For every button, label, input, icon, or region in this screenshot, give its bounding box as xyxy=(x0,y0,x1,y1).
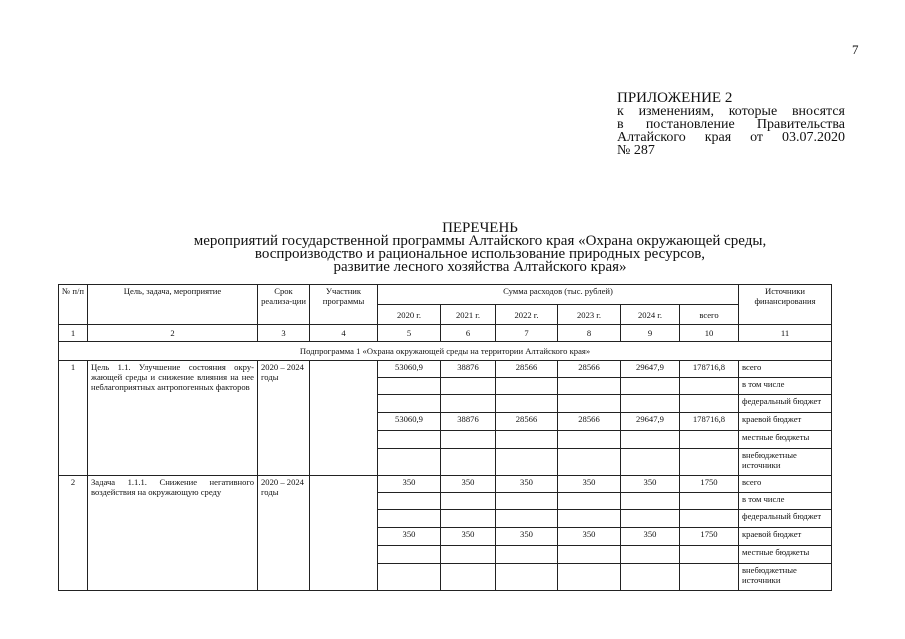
amount-cell: 350 xyxy=(621,476,680,493)
amount-cell: 350 xyxy=(496,476,558,493)
amount-cell xyxy=(441,378,496,395)
heading-line-2: воспроизводство и рациональное использование природных ресурсов, xyxy=(254,246,706,262)
amount-cell: 28566 xyxy=(558,413,621,431)
header-year: всего xyxy=(680,305,739,325)
amount-cell xyxy=(558,431,621,449)
table-row xyxy=(59,361,832,378)
amount-cell: 1750 xyxy=(680,476,739,493)
header-goal: Цель, задача, мероприятие xyxy=(88,285,258,325)
amount-cell xyxy=(378,493,441,510)
appendix-line-4: № 287 xyxy=(617,143,655,158)
amount-cell: 350 xyxy=(558,528,621,546)
amount-cell: 53060,9 xyxy=(378,361,441,378)
amount-cell: 178716,8 xyxy=(680,413,739,431)
funding-source: местные бюджеты xyxy=(739,546,832,564)
amount-cell xyxy=(441,546,496,564)
funding-source: в том числе xyxy=(739,378,832,395)
measures-table xyxy=(58,284,832,591)
column-number: 2 xyxy=(88,325,258,342)
amount-cell xyxy=(558,493,621,510)
heading-line-3: развитие лесного хозяйства Алтайского края» xyxy=(333,259,627,275)
funding-source: внебюджетные источники xyxy=(739,449,832,476)
amount-cell xyxy=(680,564,739,591)
heading-title: ПЕРЕЧЕНЬ xyxy=(442,220,518,236)
amount-cell xyxy=(378,431,441,449)
funding-source: федеральный бюджет xyxy=(739,510,832,528)
amount-cell: 28566 xyxy=(558,361,621,378)
amount-cell xyxy=(680,510,739,528)
column-number: 11 xyxy=(739,325,832,342)
amount-cell xyxy=(496,564,558,591)
funding-source: всего xyxy=(739,361,832,378)
amount-cell xyxy=(496,510,558,528)
amount-cell xyxy=(558,378,621,395)
measure-participant xyxy=(310,476,378,591)
header-year: 2024 г. xyxy=(621,305,680,325)
amount-cell xyxy=(496,449,558,476)
amount-cell xyxy=(496,546,558,564)
header-participant: Участник программы xyxy=(310,285,378,325)
amount-cell xyxy=(378,564,441,591)
amount-cell xyxy=(441,395,496,413)
appendix-line-1: к изменениям, которые вносятся xyxy=(617,104,845,119)
amount-cell xyxy=(680,378,739,395)
amount-cell xyxy=(680,493,739,510)
amount-cell: 350 xyxy=(558,476,621,493)
header-term: Срок реализа-ции xyxy=(258,285,310,325)
measure-term: 2020 – 2024 годы xyxy=(258,476,310,591)
row-number: 2 xyxy=(59,476,88,591)
amount-cell xyxy=(496,431,558,449)
funding-source: внебюджетные источники xyxy=(739,564,832,591)
amount-cell: 178716,8 xyxy=(680,361,739,378)
amount-cell: 28566 xyxy=(496,361,558,378)
column-number: 10 xyxy=(680,325,739,342)
amount-cell xyxy=(441,431,496,449)
column-number: 5 xyxy=(378,325,441,342)
amount-cell xyxy=(378,510,441,528)
amount-cell xyxy=(441,510,496,528)
amount-cell xyxy=(680,546,739,564)
amount-cell: 350 xyxy=(621,528,680,546)
header-num: № п/п xyxy=(59,285,88,325)
column-number: 4 xyxy=(310,325,378,342)
funding-source: федеральный бюджет xyxy=(739,395,832,413)
column-number: 3 xyxy=(258,325,310,342)
header-sources: Источники финансирования xyxy=(739,285,832,325)
funding-source: краевой бюджет xyxy=(739,528,832,546)
amount-cell: 350 xyxy=(378,528,441,546)
amount-cell xyxy=(558,510,621,528)
measure-participant xyxy=(310,361,378,476)
appendix-block xyxy=(617,92,845,157)
amount-cell xyxy=(621,510,680,528)
amount-cell xyxy=(441,564,496,591)
amount-cell xyxy=(378,449,441,476)
header-year: 2023 г. xyxy=(558,305,621,325)
measure-term: 2020 – 2024 годы xyxy=(258,361,310,476)
amount-cell: 350 xyxy=(441,476,496,493)
header-year: 2022 г. xyxy=(496,305,558,325)
amount-cell xyxy=(558,395,621,413)
subprogram-title: Подпрограмма 1 «Охрана окружающей среды на территории Алтайского края» xyxy=(59,342,832,361)
amount-cell xyxy=(680,395,739,413)
funding-source: краевой бюджет xyxy=(739,413,832,431)
column-number: 8 xyxy=(558,325,621,342)
amount-cell xyxy=(680,431,739,449)
appendix-line-3: Алтайского края от 03.07.2020 xyxy=(617,130,845,145)
amount-cell xyxy=(621,449,680,476)
funding-source: в том числе xyxy=(739,493,832,510)
amount-cell: 350 xyxy=(441,528,496,546)
amount-cell xyxy=(496,493,558,510)
amount-cell xyxy=(558,564,621,591)
amount-cell xyxy=(441,449,496,476)
column-number: 1 xyxy=(59,325,88,342)
amount-cell: 29647,9 xyxy=(621,361,680,378)
column-number: 6 xyxy=(441,325,496,342)
page-number: 7 xyxy=(852,42,859,57)
amount-cell: 1750 xyxy=(680,528,739,546)
amount-cell xyxy=(496,378,558,395)
amount-cell xyxy=(441,493,496,510)
amount-cell xyxy=(496,395,558,413)
amount-cell: 38876 xyxy=(441,413,496,431)
amount-cell xyxy=(558,546,621,564)
amount-cell xyxy=(378,546,441,564)
row-number: 1 xyxy=(59,361,88,476)
amount-cell xyxy=(621,493,680,510)
amount-cell xyxy=(621,546,680,564)
amount-cell: 350 xyxy=(496,528,558,546)
amount-cell: 38876 xyxy=(441,361,496,378)
heading-line-1: мероприятий государственной программы Алтайского края «Охрана окружающей среды, xyxy=(193,233,767,249)
amount-cell xyxy=(621,395,680,413)
appendix-title: ПРИЛОЖЕНИЕ 2 xyxy=(617,90,733,106)
funding-source: местные бюджеты xyxy=(739,431,832,449)
measure-name: Задача 1.1.1. Снижение негативного воздействия на окружающую среду xyxy=(88,476,258,591)
amount-cell: 28566 xyxy=(496,413,558,431)
header-year: 2021 г. xyxy=(441,305,496,325)
measure-name: Цель 1.1. Улучшение состояния окру-жающей среды и снижение влияния на нее неблагоприятных антропогенных факторов xyxy=(88,361,258,476)
amount-cell: 29647,9 xyxy=(621,413,680,431)
document-heading xyxy=(120,222,840,274)
header-year: 2020 г. xyxy=(378,305,441,325)
amount-cell xyxy=(621,431,680,449)
appendix-line-2: в постановление Правительства xyxy=(617,117,845,132)
column-number: 9 xyxy=(621,325,680,342)
table-row xyxy=(59,476,832,493)
header-sum: Сумма расходов (тыс. рублей) xyxy=(378,285,739,305)
amount-cell: 350 xyxy=(378,476,441,493)
amount-cell xyxy=(680,449,739,476)
funding-source: всего xyxy=(739,476,832,493)
amount-cell: 53060,9 xyxy=(378,413,441,431)
amount-cell xyxy=(378,395,441,413)
amount-cell xyxy=(621,378,680,395)
amount-cell xyxy=(558,449,621,476)
amount-cell xyxy=(378,378,441,395)
amount-cell xyxy=(621,564,680,591)
column-number: 7 xyxy=(496,325,558,342)
